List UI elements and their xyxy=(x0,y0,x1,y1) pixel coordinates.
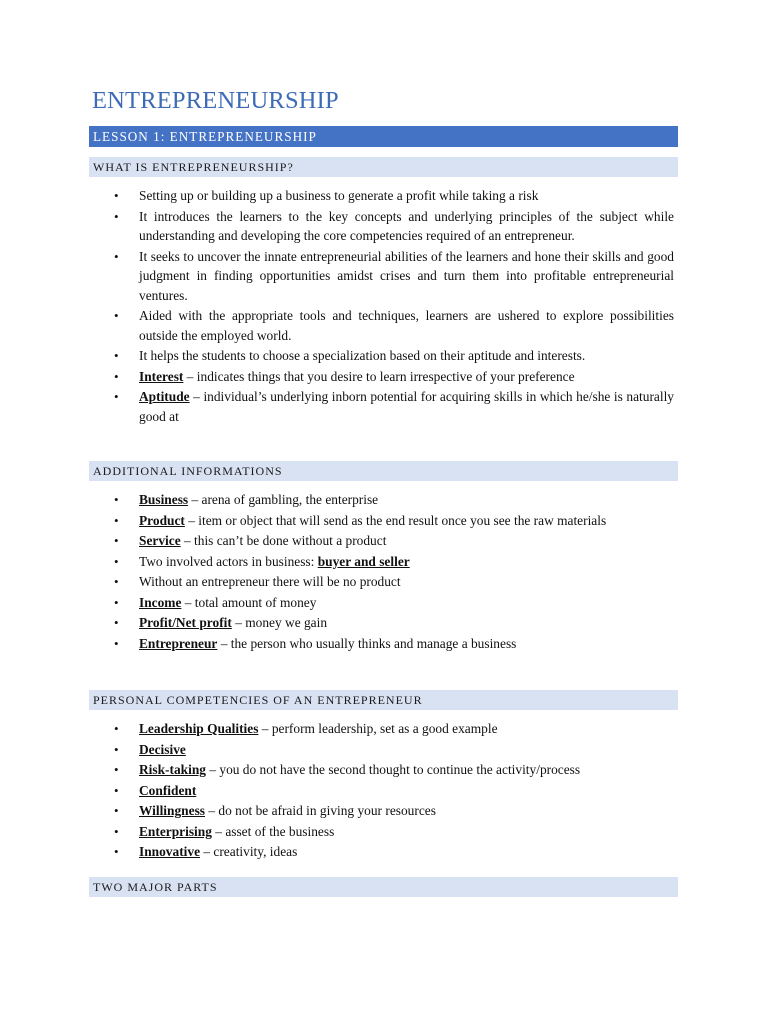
list-item xyxy=(112,842,674,862)
item-separator: – xyxy=(205,803,219,818)
item-separator: – xyxy=(258,721,272,736)
document-title: ENTREPRENEURSHIP xyxy=(92,87,339,114)
section-list-what-is xyxy=(112,186,674,427)
item-separator: – xyxy=(211,823,226,839)
item-separator: – xyxy=(188,492,202,507)
list-item xyxy=(112,306,674,345)
item-term: Leadership Qualities xyxy=(139,721,259,736)
item-separator: – xyxy=(181,594,195,610)
list-item xyxy=(112,531,674,551)
list-item xyxy=(112,613,674,633)
bullet-icon: • xyxy=(114,844,119,859)
list-item xyxy=(112,801,674,821)
item-text: total amount of money xyxy=(194,594,317,610)
list-item xyxy=(112,572,674,592)
list-item xyxy=(112,346,674,366)
bullet-icon: • xyxy=(114,615,119,630)
item-text: you do not have the second thought to continue the activity/process xyxy=(219,762,581,777)
bullet-icon: • xyxy=(114,823,119,839)
item-separator: – xyxy=(200,844,214,859)
list-item xyxy=(112,511,674,531)
bullet-icon: • xyxy=(114,635,119,651)
item-separator: – xyxy=(189,389,204,404)
item-term: Business xyxy=(139,492,189,507)
list-item xyxy=(112,740,674,760)
item-text: individual’s underlying inborn potential for acquiring skills in which he/she is naturally good at xyxy=(139,389,674,424)
item-term: Confident xyxy=(139,782,197,798)
item-term: Profit/Net profit xyxy=(139,615,232,630)
item-term: buyer and seller xyxy=(317,553,410,569)
bullet-icon: • xyxy=(114,188,119,203)
item-text: asset of the business xyxy=(225,823,335,839)
item-text: item or object that will send as the end result once you see the raw materials xyxy=(198,512,607,528)
item-text: do not be afraid in giving your resources xyxy=(218,803,436,818)
item-term: Willingness xyxy=(139,803,205,818)
list-item xyxy=(112,760,674,780)
item-prefix: Two involved actors in business: xyxy=(139,553,318,569)
bullet-icon: • xyxy=(114,741,119,757)
item-term: Innovative xyxy=(139,844,201,859)
section-heading-what-is: WHAT IS ENTREPRENEURSHIP? xyxy=(89,157,678,177)
lesson-heading: LESSON 1: ENTREPRENEURSHIP xyxy=(89,126,678,147)
section-list-additional xyxy=(112,490,674,654)
list-item xyxy=(112,490,674,510)
item-text: arena of gambling, the enterprise xyxy=(201,492,379,507)
list-item xyxy=(112,387,674,426)
item-term: Product xyxy=(139,512,185,528)
bullet-icon: • xyxy=(114,512,119,528)
list-item xyxy=(112,593,674,613)
item-text: Setting up or building up a business to generate a profit while taking a risk xyxy=(139,188,539,203)
section-heading-competencies: PERSONAL COMPETENCIES OF AN ENTREPRENEUR xyxy=(89,690,678,710)
item-separator: – xyxy=(205,762,220,777)
bullet-icon: • xyxy=(114,803,119,818)
item-text: indicates things that you desire to learn irrespective of your preference xyxy=(196,368,575,384)
item-term: Interest xyxy=(139,368,184,384)
bullet-icon: • xyxy=(114,782,119,798)
item-text: the person who usually thinks and manage a business xyxy=(230,635,517,651)
item-term: Entrepreneur xyxy=(139,635,218,651)
bullet-icon: • xyxy=(114,348,119,363)
bullet-icon: • xyxy=(114,389,119,404)
item-separator: – xyxy=(231,615,246,630)
list-item xyxy=(112,186,674,206)
item-text: It seeks to uncover the innate entrepreneurial abilities of the learners and hone their skills and good judgment in finding opportunities amidst crises and turn them into profitable entrepreneurial ventures. xyxy=(139,248,674,303)
item-separator: – xyxy=(183,368,197,384)
list-item xyxy=(112,207,674,246)
item-term: Aptitude xyxy=(139,389,190,404)
list-item xyxy=(112,719,674,739)
list-item xyxy=(112,247,674,306)
bullet-icon: • xyxy=(114,248,119,264)
bullet-icon: • xyxy=(114,721,119,736)
item-text: Without an entrepreneur there will be no product xyxy=(139,574,401,589)
bullet-icon: • xyxy=(114,208,119,224)
item-term: Decisive xyxy=(139,741,186,757)
list-item xyxy=(112,367,674,387)
bullet-icon: • xyxy=(114,492,119,507)
item-term: Enterprising xyxy=(139,823,212,839)
item-text: this can’t be done without a product xyxy=(194,533,387,548)
item-term: Risk-taking xyxy=(139,762,206,777)
bullet-icon: • xyxy=(114,574,119,589)
section-heading-two-major-parts: TWO MAJOR PARTS xyxy=(89,877,678,897)
item-text: It introduces the learners to the key concepts and underlying principles of the subject while understanding and developing the core competencies required of an entrepreneur. xyxy=(139,208,674,243)
bullet-icon: • xyxy=(114,533,119,548)
item-text: It helps the students to choose a specialization based on their aptitude and interests. xyxy=(139,348,586,363)
list-item xyxy=(112,781,674,801)
bullet-icon: • xyxy=(114,308,119,323)
bullet-icon: • xyxy=(114,368,119,384)
item-text: creativity, ideas xyxy=(213,844,298,859)
item-term: Service xyxy=(139,533,181,548)
list-item xyxy=(112,552,674,572)
item-text: Aided with the appropriate tools and techniques, learners are ushered to explore possibilities outside the employed world. xyxy=(139,308,674,343)
list-item xyxy=(112,634,674,654)
bullet-icon: • xyxy=(114,762,119,777)
section-heading-additional: ADDITIONAL INFORMATIONS xyxy=(89,461,678,481)
item-text: perform leadership, set as a good example xyxy=(271,721,498,736)
bullet-icon: • xyxy=(114,553,119,569)
section-list-competencies xyxy=(112,719,674,863)
list-item xyxy=(112,822,674,842)
item-text: money we gain xyxy=(245,615,328,630)
item-separator: – xyxy=(184,512,199,528)
item-separator: – xyxy=(217,635,231,651)
item-separator: – xyxy=(180,533,195,548)
item-term: Income xyxy=(139,594,182,610)
bullet-icon: • xyxy=(114,594,119,610)
